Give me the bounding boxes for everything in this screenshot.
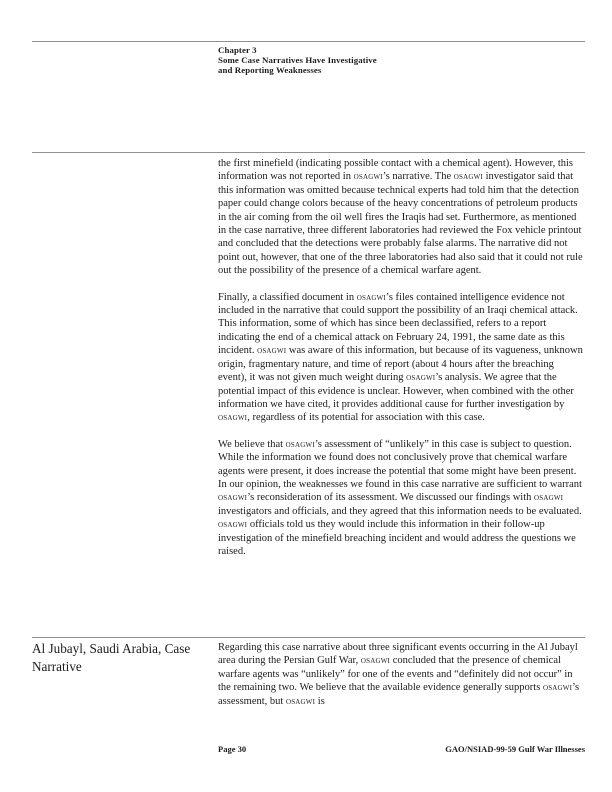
header-top-rule	[32, 41, 585, 42]
page-number: Page 30	[218, 744, 247, 754]
section-heading-al-jubayl: Al Jubayl, Saudi Arabia, Case Narrative	[32, 641, 191, 674]
chapter-title-line1: Some Case Narratives Have Investigative	[218, 55, 377, 65]
report-identifier: GAO/NSIAD-99-59 Gulf War Illnesses	[445, 744, 585, 754]
section2-rule	[32, 637, 585, 638]
paragraph: the first minefield (indicating possible contact with a chemical agent). However, this information was not reported in osagwi’s narrative. The osagwi investigator said that this information was omitted because technical experts had told him that the detection paper could change colors because of the heavy concentrations of petroleum products in the air coming from the oil well fires the Iraqis had set. Furthermore, as mentioned in the case narrative, three different laboratories had reviewed the Fox vehicle printout and concluded that the detections were probably false alarms. The narrative did not point out, however, that one of the three laboratories had also said that it could not rule out the possibility of the presence of a chemical warfare agent.	[218, 158, 583, 277]
section1-body	[218, 157, 585, 558]
section2-body	[218, 641, 585, 708]
chapter-title-line2: and Reporting Weaknesses	[218, 65, 322, 75]
paragraph: We believe that osagwi’s assessment of “unlikely” in this case is subject to question. While the information we found does not conclusively prove that chemical warfare agents were present, it does increase the potential that some might have been present. In our opinion, the weaknesses we found in this case narrative are sufficient to warrant osagwi’s reconsideration of its assessment. We discussed our findings with osagwi investigators and officials, and they agreed that this information needs to be evaluated. osagwi officials told us they would include this information in their follow-up investigation of the minefield breaching incident and would address the questions we raised.	[218, 438, 582, 557]
paragraph: Finally, a classified document in osagwi’s files contained intelligence evidence not included in the narrative that could support the possibility of an Iraqi chemical attack. This information, some of which has since been declassified, refers to a report indicating the end of a chemical attack on February 24, 1991, the same date as this incident. osagwi was aware of this information, but because of its vagueness, unknown origin, fragmentary nature, and time of report (about 4 hours after the breaching event), it was not given much weight during osagwi’s analysis. We agree that the potential impact of this evidence is unclear. However, when combined with the other information we have cited, it provides additional cause for further investigation by osagwi, regardless of its potential for association with this case.	[218, 291, 583, 424]
section1-rule	[32, 152, 585, 153]
chapter-label: Chapter 3	[218, 45, 257, 55]
paragraph: Regarding this case narrative about three significant events occurring in the Al Jubayl area during the Persian Gulf War, osagwi concluded that the presence of chemical warfare agents was “unlikely” for one of the events and “definitely did not occur” in the remaining two. We believe that the available evidence generally supports osagwi’s assessment, but osagwi is	[218, 642, 580, 707]
running-header	[218, 45, 585, 75]
